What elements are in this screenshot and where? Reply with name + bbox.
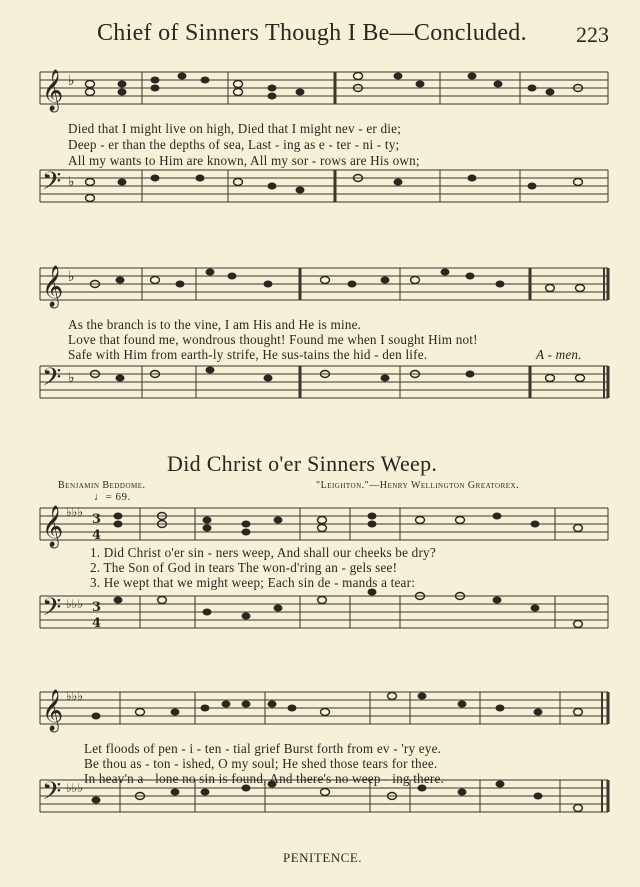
flat-sign-icon: ♭♭♭ <box>66 505 83 519</box>
treble-staff <box>40 72 608 104</box>
hymn2-sys1-verse3: 3. He wept that we might weep; Each sin de - mands a tear: <box>90 575 416 590</box>
hymn2-sys2-verse2: Be thou as - ton - ished, O my soul; He shed those tears for thee. <box>84 756 438 771</box>
flat-sign-icon: ♭♭♭ <box>66 781 83 795</box>
flat-sign-icon: ♭ <box>68 73 75 89</box>
bass-clef-icon: 𝄢 <box>42 363 62 398</box>
treble-clef-icon: 𝄞 <box>42 506 64 547</box>
amen-label: A - men. <box>536 347 582 362</box>
hymn2-sys1-verse1: 1. Did Christ o'er sin - ners weep, And shall our cheeks be dry? <box>90 545 436 560</box>
flat-sign-icon: ♭ <box>68 269 75 285</box>
hymn2-author: Benjamin Beddome. <box>58 480 146 491</box>
hymn2-sys2-verse3: In heav'n a - lone no sin is found, And there's no weep - ing there. <box>84 771 445 786</box>
tempo-marking: ♩= 69. <box>94 491 131 503</box>
hymn2-title: Did Christ o'er Sinners Weep. <box>167 451 438 476</box>
page-number: 223 <box>576 22 609 47</box>
page-footer: PENITENCE. <box>283 850 363 865</box>
svg-text:3: 3 <box>92 600 102 615</box>
time-signature-bottom: 4 <box>92 528 102 543</box>
hymn2-sys2-verse1: Let floods of pen - i - ten - tial grief Burst forth from ev - 'ry eye. <box>84 741 442 756</box>
bass-clef-icon: 𝄢 <box>42 593 62 628</box>
hymn1-sys1-verse2: Deep - er than the depths of sea, Last - ing as e - ter - ni - ty; <box>68 137 400 152</box>
treble-clef-icon: 𝄞 <box>42 70 64 111</box>
hymn1-sys2-verse1: As the branch is to the vine, I am His and He is mine. <box>68 317 362 332</box>
hymn2-tune: "Leighton."—Henry Wellington Greatorex. <box>316 480 520 491</box>
bass-clef-icon: 𝄢 <box>42 167 62 202</box>
bass-clef-icon: 𝄢 <box>42 777 62 812</box>
hymn1-sys1-verse3: All my wants to Him are known, All my sor - rows are His own; <box>68 153 420 168</box>
flat-sign-icon: ♭ <box>68 370 75 386</box>
hymn1-sys1-verse1: Died that I might live on high, Died that I might nev - er die; <box>68 121 402 136</box>
svg-text:4: 4 <box>92 616 102 631</box>
time-signature-top: 3 <box>92 512 102 527</box>
bass-staff <box>40 170 608 202</box>
flat-sign-icon: ♭ <box>68 174 75 190</box>
treble-clef-icon: 𝄞 <box>42 690 64 731</box>
flat-sign-icon: ♭♭♭ <box>66 689 83 703</box>
treble-clef-icon: 𝄞 <box>42 266 64 307</box>
page-title: Chief of Sinners Though I Be—Concluded. <box>97 20 527 46</box>
hymn1-sys2-verse3: Safe with Him from earth-ly strife, He sus-tains the hid - den life. <box>68 347 428 362</box>
flat-sign-icon: ♭♭♭ <box>66 597 83 611</box>
hymn1-sys2-verse2: Love that found me, wondrous thought! Found me when I sought Him not! <box>68 332 478 347</box>
hymn2-sys1-verse2: 2. The Son of God in tears The won-d'ring an - gels see! <box>90 560 398 575</box>
